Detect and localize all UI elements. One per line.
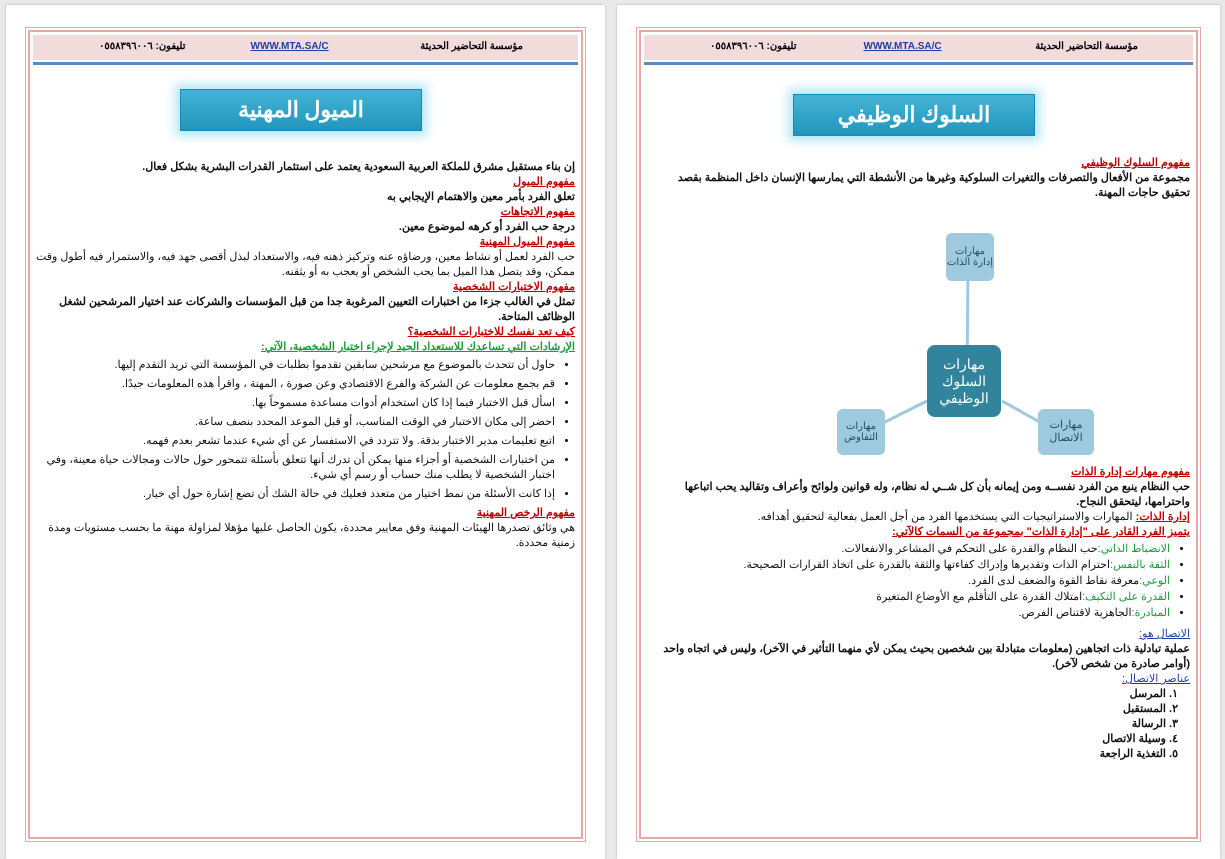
tips-heading: الإرشادات التي تساعدك للاستعداد الجيد لإجراء اختبار الشخصية، الآتي: [261,341,575,353]
traits-heading: يتميز الفرد القادر على "إدارة الذات" بمجموعة من السمات كالآتي: [892,526,1190,538]
trait-term: الثقة بالنفس: [1110,559,1170,571]
header-website-link[interactable]: WWW.MTA.SA/C [863,41,942,52]
definition-text: المهارات والاستراتيجيات التي يستخدمها الفرد من أجل العمل بفعالية لتحقيق أهدافه. [757,511,1133,523]
trait-desc: الجاهزية لاقتناص الفرص. [1018,607,1132,619]
list-item: 2. المستقبل [647,702,1166,717]
page-title: الميول المهنية [180,89,422,131]
communication-text: عملية تبادلية ذات اتجاهين (معلومات متبادلة بين شخصين بحيث يمكن لأي منهما التأثير في الآخر)، وليس في اتجاه واحد (أوامر صادرة من شخص لآخر). [663,643,1190,670]
diagram-connectors [647,201,1192,455]
skills-diagram [647,201,1190,455]
trait-desc: احترام الذات وتقديرها وإدراك كفاءتها والثقة بالقدرة على اتخاذ القرارات الصحيحة. [743,559,1111,571]
page-content [36,160,575,551]
section-heading: مفهوم الميول المهنية [479,236,575,248]
definition-term: إدارة الذات: [1135,511,1190,523]
header-company: مؤسسة التحاضير الحديثة [420,41,523,52]
traits-list [647,542,1190,621]
trait-desc: معرفة نقاط القوة والضعف لدى الفرد. [968,575,1140,587]
definition-line [647,510,1190,525]
section-text: تعلق الفرد بأمر معين والاهتمام الإيجابي به [386,191,575,203]
list-item [647,590,1170,605]
header-divider [33,62,578,65]
trait-term: الانضباط الذاتي: [1097,543,1170,555]
section-heading: كيف تعد نفسك للاختبارات الشخصية؟ [407,326,575,338]
list-item: • من اختبارات الشخصية أو أجزاء منها يمكن أن تدرك أنها تتعلق بأسئلة تتمحور حول حالات ومجالات حياة معينة، وفي اختبار الشخصية لا يطلب منك حساب أو رسم أي شيء. [36,453,555,483]
trait-desc: امتلاك القدرة على التأقلم مع الأوضاع المتغيرة [876,591,1083,603]
section-text: درجة حب الفرد أو كرهه لموضوع معين. [398,221,575,233]
list-item: • حاول أن تتحدث بالموضوع مع مرشحين سابقين تقدموا بطلبات في المؤسسة التي تريد التقدم إليها. [36,358,555,373]
node-center-job-behavior: مهارات السلوك الوظيفي [927,345,1001,417]
list-item: • إذا كانت الأسئلة من نمط اختيار من متعدد فعليك في حالة الشك أن تضع إشارة حول أي خيار. [36,487,555,502]
trait-desc: حب النظام والقدرة على التحكم في المشاعر والانفعالات. [841,543,1098,555]
header-divider [644,62,1193,65]
list-item [647,542,1170,557]
section-heading: مفهوم السلوك الوظيفي [1081,157,1190,169]
node-negotiation: مهارات التفاوض [837,409,885,455]
node-communication: مهارات الاتصال [1038,409,1094,455]
connector-line [879,401,927,425]
section-text: حب النظام ينبع من الفرد نفســه ومن إيمانه بأن كل شــي له نظام، وله قوانين ولوائح وأعراف وتقاليد يحب اتباعها واحترامها، ليتحقق النجاح. [684,481,1190,508]
page-border [28,30,583,839]
list-item: 3. الرسالة [647,717,1166,732]
section-text: تمثل في الغالب جزءا من اختبارات التعيين المرغوبة جدا من قبل المؤسسات والشركات عند اختيار المرشحين لشغل الوظائف المتاحة. [59,296,575,323]
elements-list [647,687,1190,762]
section-heading: مفهوم الاتجاهات [500,206,575,218]
section-heading: مفهوم مهارات إدارة الذات [1071,466,1190,478]
trait-term: الوعي: [1139,575,1170,587]
list-item [647,558,1170,573]
list-item: • اتبع تعليمات مدير الاختبار بدقة. ولا تتردد في الاستفسار عن أي شيء عندما تشعر بعدم فهمه. [36,434,555,449]
header-phone: تليفون: ٠٥٥٨٣٩٦٠٠٦ [99,41,186,52]
trait-term: القدرة على التكيف: [1082,591,1170,603]
list-item [647,574,1170,589]
section-text: حب الفرد لعمل أو نشاط معين، ورضاؤه عنه وتركيز ذهنه فيه، والاستعداد لبذل أقصى جهد فيه، والاستمرار فيه أطول وقت ممكن، وقد يتصل هذا الميل بما يحب الشخص أو يعجب به أو يثقنه. [36,251,575,278]
page-content [647,156,1190,762]
list-item: 1. المرسل [647,687,1166,702]
page-border [639,30,1198,839]
trait-term: المبادرة: [1131,607,1170,619]
list-item: 4. وسيلة الاتصال [647,732,1166,747]
page-title: السلوك الوظيفي [793,94,1035,136]
node-self-management: مهارات إدارة الذات [946,233,994,281]
section-text: هي وثائق تصدرها الهيئات المهنية وفق معايير محددة، يكون الحاصل عليها مؤهلا لمزاولة مهنة ما بحسب مستويات ومدة زمنية محددة. [48,522,575,549]
header-phone: تليفون: ٠٥٥٨٣٩٦٠٠٦ [710,41,797,52]
tips-list [36,358,575,502]
section-heading: مفهوم الميول [513,176,575,188]
page-job-behavior [617,5,1220,859]
intro-paragraph: إن بناء مستقبل مشرق للملكة العربية السعودية يعتمد على استثمار القدرات البشرية بشكل فعال. [142,161,575,173]
list-item: • اسأل قبل الاختبار فيما إذا كان استخدام أدوات مساعدة مسموحاً بها. [36,396,555,411]
section-text: مجموعة من الأفعال والتصرفات والتغيرات السلوكية وغيرها من الأنشطة التي يمارسها الإنسان داخل المنظمة بقصد تحقيق حاجات المهنة. [677,172,1190,199]
elements-heading: عناصر الاتصال: [1121,673,1190,685]
section-heading: مفهوم الاختبارات الشخصية [452,281,575,293]
section-heading: مفهوم الرخص المهنية [476,507,575,519]
page-vocational-interests [6,5,605,859]
communication-heading: الاتصال هو: [1139,628,1190,640]
list-item: • احضر إلى مكان الاختبار في الوقت المناسب، أو قبل الموعد المحدد بنصف ساعة. [36,415,555,430]
list-item: • قم بجمع معلومات عن الشركة والفرع الاقتصادي وعن صورة ، المهنة ، واقرأ هذه المعلومات جيدًا. [36,377,555,392]
list-item [647,606,1170,621]
header-website-link[interactable]: WWW.MTA.SA/C [250,41,329,52]
header-company: مؤسسة التحاضير الحديثة [1035,41,1138,52]
list-item: 5. التغذية الراجعة [647,747,1166,762]
page-header [33,35,578,60]
page-header [644,35,1193,60]
